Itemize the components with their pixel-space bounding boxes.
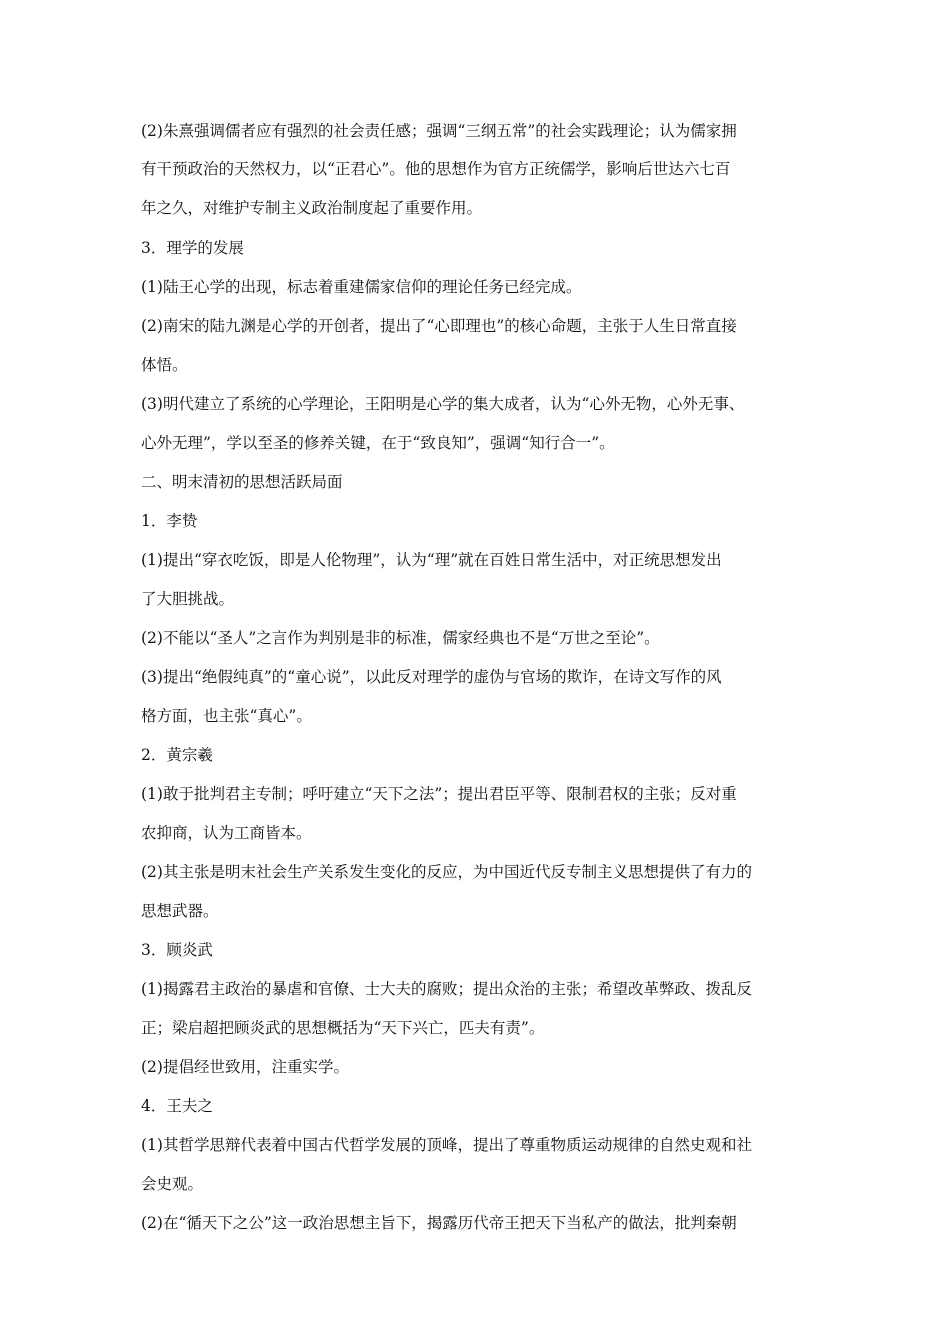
text-line: 格方面，也主张“真心”。 <box>141 707 312 725</box>
text-line: (3)提出“绝假纯真”的“童心说”，以此反对理学的虚伪与官场的欺诈，在诗文写作的风 <box>141 668 722 686</box>
text-line: (2)朱熹强调儒者应有强烈的社会责任感；强调“三纲五常”的社会实践理论；认为儒家拥 <box>141 122 737 140</box>
text-line: 1．李贽 <box>141 512 198 530</box>
text-line: 3．理学的发展 <box>141 239 244 257</box>
text-line: 二、明末清初的思想活跃局面 <box>141 473 343 491</box>
text-line: 2．黄宗羲 <box>141 746 213 764</box>
text-line: (1)敢于批判君主专制；呼吁建立“天下之法”；提出君臣平等、限制君权的主张；反对重 <box>141 785 737 803</box>
text-line: 正；梁启超把顾炎武的思想概括为“天下兴亡，匹夫有责”。 <box>141 1019 545 1037</box>
text-line: 4．王夫之 <box>141 1097 213 1115</box>
text-line: 思想武器。 <box>141 902 219 920</box>
text-line: 会史观。 <box>141 1175 204 1193</box>
text-line: (1)提出“穿衣吃饭，即是人伦物理”，认为“理”就在百姓日常生活中，对正统思想发出 <box>141 551 722 569</box>
text-line: (2)在“循天下之公”这一政治思想主旨下，揭露历代帝王把天下当私产的做法，批判秦朝 <box>141 1214 737 1232</box>
text-line: 心外无理”，学以至圣的修养关键，在于“致良知”，强调“知行合一”。 <box>141 434 615 452</box>
text-line: (1)陆王心学的出现，标志着重建儒家信仰的理论任务已经完成。 <box>141 278 582 296</box>
text-line: (3)明代建立了系统的心学理论，王阳明是心学的集大成者，认为“心外无物，心外无事、 <box>141 395 745 413</box>
text-line: 有干预政治的天然权力，以“正君心”。他的思想作为官方正统儒学，影响后世达六七百 <box>141 160 731 178</box>
text-line: 了大胆挑战。 <box>141 590 235 608</box>
text-line: 年之久，对维护专制主义政治制度起了重要作用。 <box>141 199 483 217</box>
text-line: 3．顾炎武 <box>141 941 213 959</box>
text-line: (2)提倡经世致用，注重实学。 <box>141 1058 349 1076</box>
text-line: (2)南宋的陆九渊是心学的开创者，提出了“心即理也”的核心命题，主张于人生日常直接 <box>141 317 737 335</box>
text-line: 体悟。 <box>141 356 188 374</box>
text-line: (1)其哲学思辩代表着中国古代哲学发展的顶峰，提出了尊重物质运动规律的自然史观和社 <box>141 1136 752 1154</box>
text-line: (1)揭露君主政治的暴虐和官僚、士大夫的腐败；提出众治的主张；希望改革弊政、拨乱反 <box>141 980 752 998</box>
text-line: (2)不能以“圣人”之言作为判别是非的标准，儒家经典也不是“万世之至论”。 <box>141 629 660 647</box>
text-line: (2)其主张是明末社会生产关系发生变化的反应，为中国近代反专制主义思想提供了有力的 <box>141 863 752 881</box>
text-line: 农抑商，认为工商皆本。 <box>141 824 312 842</box>
